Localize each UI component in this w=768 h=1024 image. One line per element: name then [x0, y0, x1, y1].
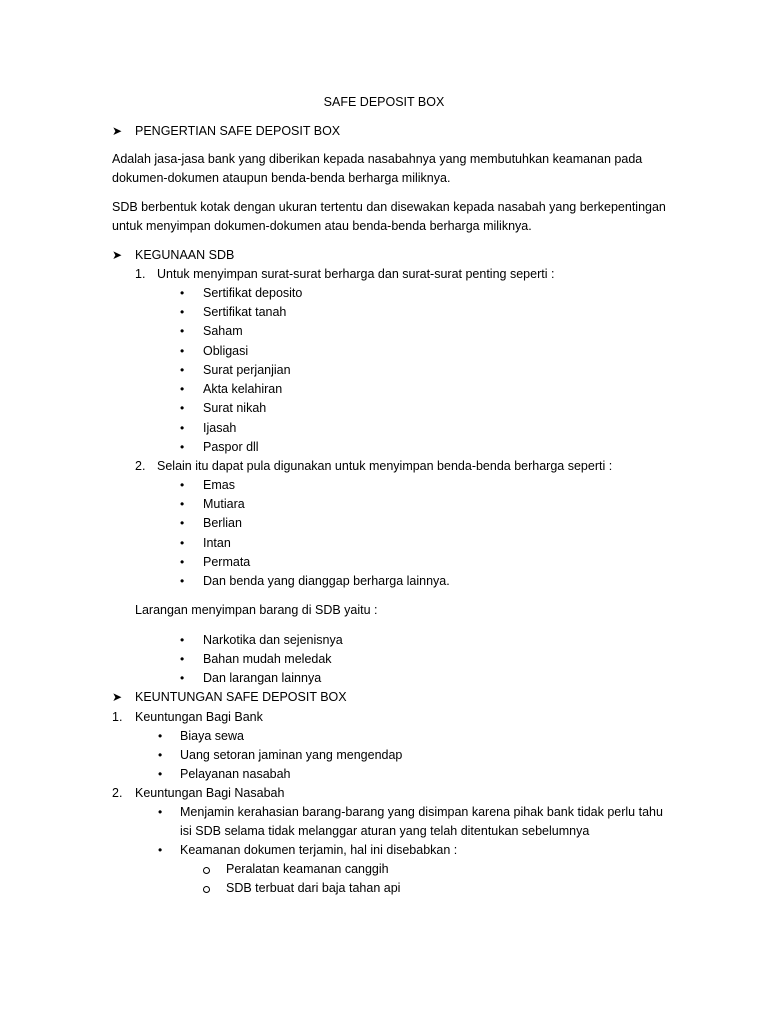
bullet-icon: •	[180, 497, 185, 511]
bullet-icon: •	[180, 555, 185, 569]
list-item: Sertifikat deposito	[203, 286, 303, 300]
list-item: Mutiara	[203, 497, 245, 511]
list-number: 1.	[112, 710, 123, 724]
bullet-icon: •	[158, 805, 163, 819]
bullet-icon: •	[180, 401, 185, 415]
list-number: 2.	[112, 786, 123, 800]
list-item: Sertifikat tanah	[203, 305, 287, 319]
list-item: Biaya sewa	[180, 729, 244, 743]
list-item: Akta kelahiran	[203, 382, 283, 396]
list-item: Menjamin kerahasian barang-barang yang disimpan karena pihak bank tidak perlu tahu	[180, 805, 663, 819]
list-item-continuation: isi SDB selama tidak melanggar aturan yang telah ditentukan sebelumnya	[180, 824, 590, 838]
list-item: Keamanan dokumen terjamin, hal ini disebabkan :	[180, 843, 458, 857]
list-item-text: Selain itu dapat pula digunakan untuk menyimpan benda-benda berharga seperti :	[157, 459, 613, 473]
list-item-text: Keuntungan Bagi Nasabah	[135, 786, 285, 800]
list-item: Surat perjanjian	[203, 363, 291, 377]
list-item: Obligasi	[203, 344, 249, 358]
list-item: Narkotika dan sejenisnya	[203, 633, 343, 647]
list-item: Intan	[203, 536, 231, 550]
paragraph-line: SDB berbentuk kotak dengan ukuran tertentu dan disewakan kepada nasabah yang berkepentingan	[112, 200, 666, 214]
section-heading-keuntungan: KEUNTUNGAN SAFE DEPOSIT BOX	[135, 690, 347, 704]
sub-list-item: SDB terbuat dari baja tahan api	[226, 881, 401, 895]
bullet-icon: •	[158, 843, 163, 857]
list-number: 2.	[135, 459, 146, 473]
bullet-icon: •	[180, 652, 185, 666]
bullet-icon: •	[180, 286, 185, 300]
list-item: Dan larangan lainnya	[203, 671, 322, 685]
circle-bullet-icon	[203, 886, 210, 893]
list-item: Emas	[203, 478, 235, 492]
bullet-icon: •	[180, 363, 185, 377]
section-heading-kegunaan: KEGUNAAN SDB	[135, 248, 235, 262]
paragraph-line: untuk menyimpan dokumen-dokumen atau benda-benda berharga miliknya.	[112, 219, 532, 233]
sub-list-item: Peralatan keamanan canggih	[226, 862, 389, 876]
list-item: Surat nikah	[203, 401, 267, 415]
arrow-bullet-icon: ➤	[112, 690, 123, 704]
list-item: Ijasah	[203, 421, 237, 435]
list-item-text: Untuk menyimpan surat-surat berharga dan surat-surat penting seperti :	[157, 267, 555, 281]
bullet-icon: •	[180, 536, 185, 550]
bullet-icon: •	[180, 671, 185, 685]
bullet-icon: •	[158, 729, 163, 743]
arrow-bullet-icon: ➤	[112, 248, 123, 262]
list-item: Paspor dll	[203, 440, 259, 454]
bullet-icon: •	[158, 767, 163, 781]
list-item: Berlian	[203, 516, 242, 530]
list-item: Dan benda yang dianggap berharga lainnya.	[203, 574, 450, 588]
list-item: Bahan mudah meledak	[203, 652, 332, 666]
circle-bullet-icon	[203, 867, 210, 874]
list-item: Uang setoran jaminan yang mengendap	[180, 748, 403, 762]
document-title: SAFE DEPOSIT BOX	[323, 95, 445, 109]
arrow-bullet-icon: ➤	[112, 124, 123, 138]
section-heading-pengertian: PENGERTIAN SAFE DEPOSIT BOX	[135, 124, 341, 138]
bullet-icon: •	[180, 344, 185, 358]
bullet-icon: •	[180, 574, 185, 588]
bullet-icon: •	[180, 516, 185, 530]
bullet-icon: •	[180, 440, 185, 454]
list-item: Saham	[203, 324, 243, 338]
list-item: Pelayanan nasabah	[180, 767, 291, 781]
bullet-icon: •	[180, 633, 185, 647]
paragraph-line: dokumen-dokumen ataupun benda-benda berharga miliknya.	[112, 171, 451, 185]
bullet-icon: •	[180, 305, 185, 319]
bullet-icon: •	[180, 421, 185, 435]
bullet-icon: •	[180, 324, 185, 338]
list-item-text: Keuntungan Bagi Bank	[135, 710, 263, 724]
paragraph-line: Adalah jasa-jasa bank yang diberikan kepada nasabahnya yang membutuhkan keamanan pada	[112, 152, 643, 166]
bullet-icon: •	[180, 382, 185, 396]
bullet-icon: •	[158, 748, 163, 762]
bullet-icon: •	[180, 478, 185, 492]
prohibition-text: Larangan menyimpan barang di SDB yaitu :	[135, 603, 378, 617]
list-item: Permata	[203, 555, 251, 569]
list-number: 1.	[135, 267, 146, 281]
